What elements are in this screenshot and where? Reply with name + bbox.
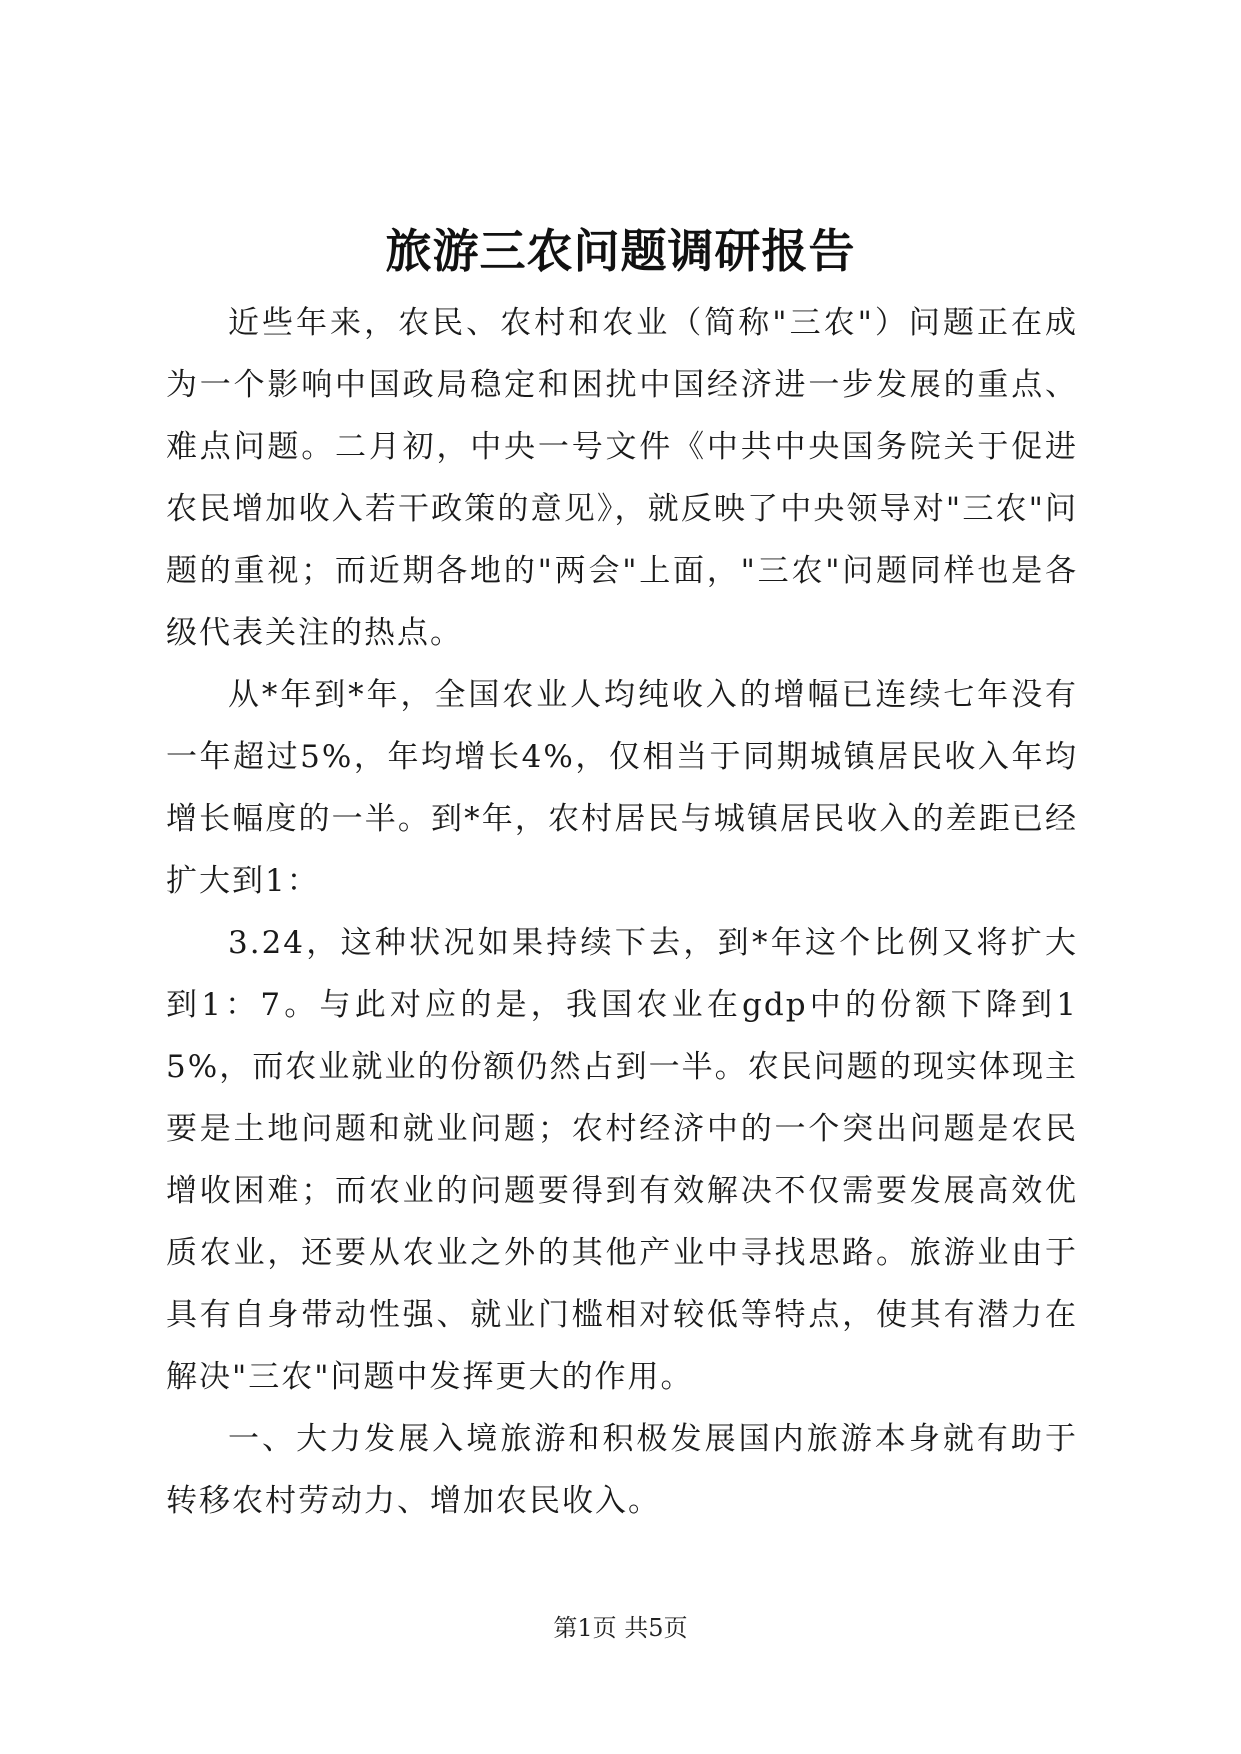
document-body: [166, 292, 1078, 1532]
paragraph-income-gap: 3.24，这种状况如果持续下去，到*年这个比例又将扩大到1：7。与此对应的是，我国农业在gdp中的份额下降到15%，而农业就业的份额仍然占到一半。农民问题的现实体现主要是土地问题和就业问题；农村经济中的一个突出问题是农民增收困难；而农业的问题要得到有效解决不仅需要发展高效优质农业，还要从农业之外的其他产业中寻找思路。旅游业由于具有自身带动性强、就业门槛相对较低等特点，使其有潜力在解决"三农"问题中发挥更大的作用。: [166, 925, 1078, 1395]
page-number-footer: 第1页 共5页: [553, 1614, 688, 1642]
paragraph-intro: 近些年来，农民、农村和农业（简称"三农"）问题正在成为一个影响中国政局稳定和困扰中国经济进一步发展的重点、难点问题。二月初，中央一号文件《中共中央国务院关于促进农民增加收入若干政策的意见》，就反映了中央领导对"三农"问题的重视；而近期各地的"两会"上面，"三农"问题同样也是各级代表关注的热点。: [166, 305, 1078, 651]
document-title: 旅游三农问题调研报告: [385, 224, 856, 278]
paragraph-income-growth: 从*年到*年，全国农业人均纯收入的增幅已连续七年没有一年超过5%，年均增长4%，仅相当于同期城镇居民收入年均增长幅度的一半。到*年，农村居民与城镇居民收入的差距已经扩大到1：: [166, 677, 1078, 899]
paragraph-section-one: 一、大力发展入境旅游和积极发展国内旅游本身就有助于转移农村劳动力、增加农民收入。: [166, 1421, 1078, 1519]
